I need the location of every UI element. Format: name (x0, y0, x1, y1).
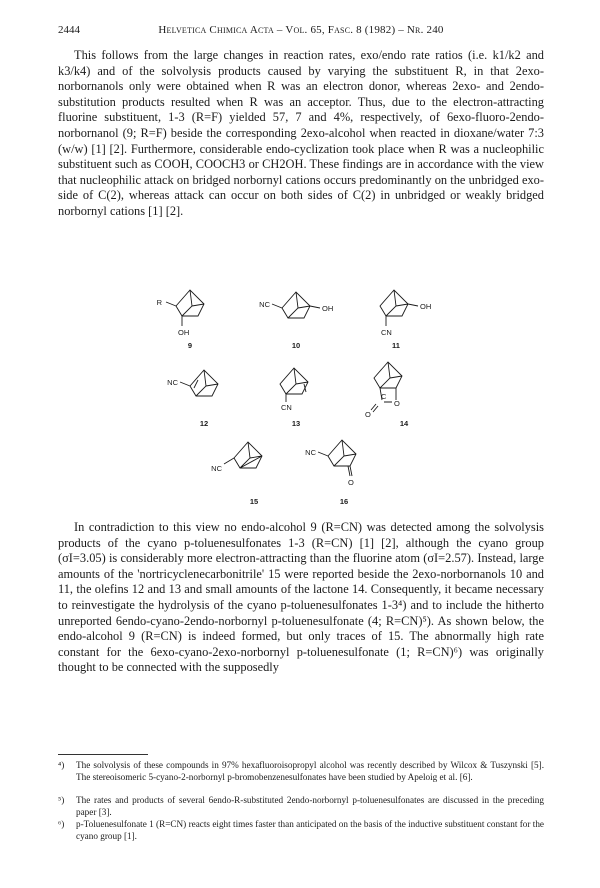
structure-15 (224, 442, 262, 468)
structure-12 (180, 370, 218, 396)
label-10-OH: OH (322, 304, 334, 313)
structure-13 (280, 368, 308, 402)
footnote-5 (58, 795, 544, 818)
label-10-NC: NC (259, 300, 270, 309)
label-16-NC: NC (305, 448, 316, 457)
footnote-text: p-Toluenesulfonate 1 (R=CN) reacts eight times faster than anticipated on the basis of the inductive substituent constant for the cyano group [1]. (76, 819, 544, 841)
label-9-R: R (156, 298, 162, 307)
footnote-marker: ⁵) (58, 795, 65, 805)
page-number: 2444 (58, 24, 80, 36)
page-header (58, 24, 544, 40)
paragraph-2: In contradiction to this view no endo-alcohol 9 (R=CN) was detected among the solvolysis products of the cyano p-toluenesulfonates 1-3 (R=CN) [1] [2], although the cyano group (σI=3.05) is considerably more electron-attracting than the fluorine atom (σI=2.57). Instead, large amounts of the 'nortricyclenecarbonitrile' 15 were reported beside the 2exo-norbornanols 10 and 11, the olefins 12 and 13 and small amounts of the lactone 14. Consequently, it became necessary to reinvestigate the hydrolysis of the cyano p-toluenesulfonates 1-3⁴) and to include the hitherto unreported 6endo-cyano-2endo-norbornyl p-toluenesulfonate (4; R=CN)⁵). As shown below, the endo-alcohol 9 (R=CN) is indeed formed, but only traces of 15. The abnormally high rate constant for the 6exo-cyano-2exo-norbornyl p-toluenesulfonate (1; R=CN)⁶) was originally thought to be connected with the supposedly (58, 520, 544, 675)
compound-number-13: 13 (291, 419, 301, 428)
label-13-CN: CN (281, 403, 292, 412)
compound-number-10: 10 (291, 341, 301, 350)
structure-10 (272, 292, 320, 318)
footnote-text: The rates and products of several 6endo-R-substituted 2endo-norbornyl p-toluenesulfonates are discussed in the preceding paper [3]. (76, 795, 544, 817)
structure-9 (166, 290, 204, 326)
compound-number-16: 16 (339, 497, 349, 506)
chemical-scheme (58, 288, 544, 514)
paragraph-1: This follows from the large changes in reaction rates, exo/endo rate ratios (i.e. k1/k2 and k3/k4) and of the solvolysis products caused by varying the substituent R, in that 2exo-norbornanols only were obtained when R was an electron donor, whereas 2exo- and 2endo-substitution products resulted when R was an acceptor. Thus, due to the electron-attracting fluorine substituent, 1-3 (R=F) yielded 57, 7 and 4%, respectively, of 6exo-fluoro-2endo-norbornanol (9; R=F) beside the corresponding 2exo-alcohol when reacted in dioxane/water 7:3 (w/w) [1] [2]. Furthermore, considerable endo-cyclization took place when R was a nucleophilic substituent such as COOH, COOCH3 or CH2OH. These findings are in accordance with the view that nucleophilic attack on bridged norbornyl cations occurs predominantly on the unbridged exo-side of C(2), whereas attack can occur on both sides of C(2) in unbridged or weakly bridged norbornyl cations [1] [2]. (58, 48, 544, 218)
label-11-CN: CN (381, 328, 392, 337)
running-head: Helvetica Chimica Acta – Vol. 65, Fasc. 8 (1982) – Nr. 240 (158, 24, 444, 36)
structure-16 (318, 440, 356, 476)
footnote-text: The solvolysis of these compounds in 97% hexafluoroisopropyl alcohol was recently described by Wilcox & Tuszynski [5]. The stereoisomeric 5-cyano-2-norbornyl p-bromobenzenesulfonates have been studied by Apeloig et al. [6]. (76, 760, 544, 782)
label-12-NC: NC (167, 378, 178, 387)
label-9-OH: OH (178, 328, 190, 337)
label-14-O-carbonyl: O (365, 410, 371, 419)
footnote-marker: ⁴) (58, 760, 65, 770)
footnote-6 (58, 819, 544, 842)
footnote-rule (58, 754, 148, 755)
footnote-marker: ⁶) (58, 819, 65, 829)
compound-number-15: 15 (249, 497, 259, 506)
compound-number-11: 11 (392, 341, 400, 350)
label-16-O: O (348, 478, 354, 487)
label-11-OH: OH (420, 302, 432, 311)
structure-11 (380, 290, 418, 326)
label-14-C: C (381, 392, 387, 401)
compound-number-12: 12 (199, 419, 209, 428)
compound-number-14: 14 (399, 419, 409, 428)
label-15-NC: NC (211, 464, 222, 473)
footnote-4 (58, 760, 544, 783)
label-14-O-ring: O (394, 399, 400, 408)
compound-number-9: 9 (187, 341, 193, 350)
